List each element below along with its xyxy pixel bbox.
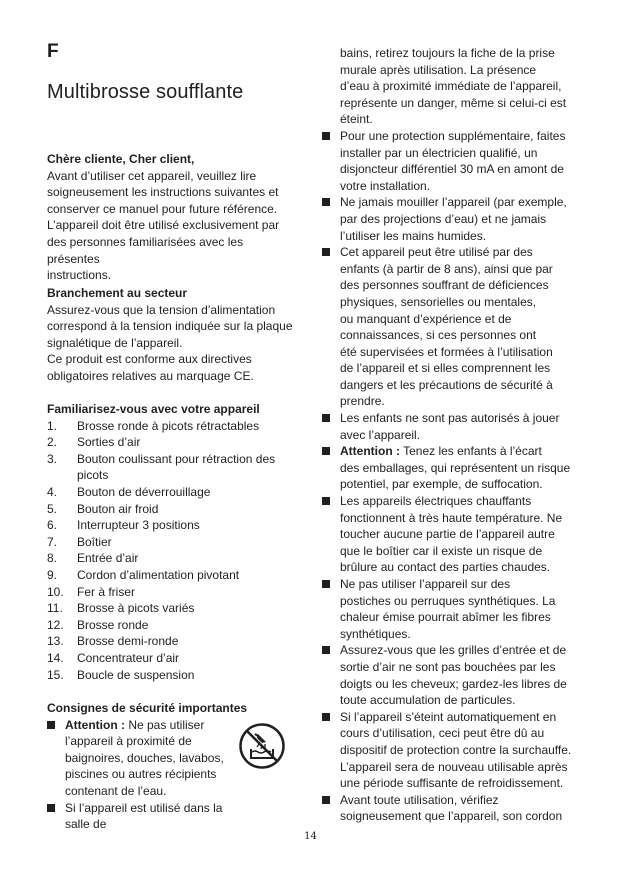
safety-bullet-text: Ne pas utiliser l’appareil à proximité de baignoires, douches, lavabos, piscines ou autres récipients contenant de l’eau. (65, 717, 224, 798)
parts-list-item (47, 534, 297, 551)
safety-heading: Consignes de sécurité importantes (47, 701, 248, 715)
parts-item-number: 15. (47, 667, 64, 682)
parts-item-label: Interrupteur 3 positions (77, 518, 200, 533)
safety-bullet-item (322, 576, 577, 642)
parts-item-number: 9. (47, 567, 58, 582)
square-bullet-icon (322, 447, 330, 455)
parts-item-number: 4. (47, 484, 58, 499)
safety-bullet-item (322, 493, 577, 576)
parts-item-label: Boîtier (77, 534, 112, 549)
safety-list-right (322, 128, 577, 825)
parts-list-item (47, 650, 297, 667)
parts-list-item (47, 600, 297, 617)
parts-item-number: 6. (47, 518, 58, 533)
mains-text: Assurez-vous que la tension d’alimentation correspond à la tension indiquée sur la plaque signalétique de l’appareil. Ce produit est conforme aux directives obligatoires relatives au marquage CE. (47, 302, 293, 383)
safety-bullet-item (47, 717, 242, 800)
safety-bullet-text: Les enfants ne sont pas autorisés à jouer avec l’appareil. (340, 411, 560, 442)
parts-list-item (47, 451, 297, 484)
square-bullet-icon (322, 497, 330, 505)
square-bullet-icon (47, 804, 55, 812)
parts-list-item (47, 434, 297, 451)
parts-item-number: 8. (47, 551, 58, 566)
safety-bullet-text: Avant toute utilisation, vérifiez soigneusement que l’appareil, son cordon (340, 792, 563, 824)
parts-item-label: Bouton de déverrouillage (77, 484, 211, 499)
parts-item-number: 7. (47, 534, 58, 549)
language-letter: F (47, 41, 59, 62)
safety-section-right (322, 45, 577, 825)
parts-item-label: Fer à friser (77, 584, 136, 599)
safety-bullet-text: Ne jamais mouiller l’appareil (par exemple, par des projections d’eau) et ne jamais l’utiliser les mains humides. (340, 195, 567, 243)
parts-list-item (47, 633, 297, 650)
safety-bullet-text: Les appareils électriques chauffants fonctionnent à très haute température. Ne toucher aucune partie de l’appareil autre que le boîtier car il existe un risque de brûlure au contact des parties chaudes. (340, 494, 563, 575)
safety-bullet-item (47, 800, 242, 833)
parts-item-label: Bouton coulissant pour rétraction des picots (77, 451, 276, 483)
parts-item-label: Entrée d’air (77, 551, 139, 566)
attention-label: Attention : (340, 444, 400, 459)
safety-bullet-item (322, 194, 577, 244)
safety-bullet-item (322, 128, 577, 194)
square-bullet-icon (322, 796, 330, 804)
safety-bullet-item (322, 792, 577, 825)
intro-section (47, 151, 297, 284)
parts-item-number: 2. (47, 435, 58, 450)
parts-heading: Familiarisez-vous avec votre appareil (47, 402, 260, 416)
document-title: Multibrosse soufflante (47, 81, 244, 103)
parts-item-number: 13. (47, 634, 64, 649)
parts-item-label: Boucle de suspension (77, 667, 195, 682)
safety-bullet-item (322, 709, 577, 792)
parts-list (47, 418, 297, 684)
parts-list-item (47, 584, 297, 601)
safety-bullet-text: Tenez les enfants à l’écart des emballages, qui représentent un risque potentiel, par exemple, de suffocation. (340, 444, 571, 492)
square-bullet-icon (322, 713, 330, 721)
parts-item-number: 11. (47, 601, 63, 616)
parts-list-item (47, 617, 297, 634)
mains-heading: Branchement au secteur (47, 286, 188, 300)
square-bullet-icon (322, 132, 330, 140)
safety-bullet-text: Ne pas utiliser l’appareil sur des postiches ou perruques synthétiques. La chaleur émise pourrait abîmer les fibres synthétiques. (340, 577, 556, 641)
parts-item-number: 1. (47, 418, 58, 433)
safety-bullet-text: Assurez-vous que les grilles d’entrée et de sortie d’air ne sont pas bouchées par les doigts ou les cheveux; gardez-les libres de toute accumulation de particules. (340, 643, 567, 708)
parts-item-label: Brosse ronde (77, 617, 149, 632)
safety-bullet-item (322, 443, 577, 493)
safety-bullet-text: Si l’appareil s’éteint automatiquement en cours d’utilisation, ceci peut être dû au dispositif de protection contre la surchauffe. L’appareil sera de nouveau utilisable après une période suffisante de refroidissement. (340, 709, 572, 791)
parts-item-label: Bouton air froid (77, 501, 159, 516)
square-bullet-icon (47, 721, 55, 729)
parts-item-number: 14. (47, 650, 64, 665)
mains-section (47, 285, 297, 385)
square-bullet-icon (322, 580, 330, 588)
parts-list-item (47, 667, 297, 684)
safety-bullet-text: Si l’appareil est utilisé dans la salle de (65, 800, 223, 832)
parts-list-item (47, 484, 297, 501)
parts-item-number: 12. (47, 617, 64, 632)
safety-bullet-text: Cet appareil peut être utilisé par des enfants (à partir de 8 ans), ainsi que par des personnes souffrant de déficiences physiques, sensorielles ou mentales, ou manquant d’expérience et de connaissances, si ces personnes ont été supervisées et formées à l’utilisation de l’appareil et si elles comprennent les dangers et les précautions de sécurité à prendre. (340, 245, 553, 409)
parts-section (47, 401, 297, 683)
square-bullet-icon (322, 198, 330, 206)
safety-bullet-item (322, 642, 577, 708)
parts-item-number: 5. (47, 501, 58, 516)
safety-bullet-item (322, 244, 577, 410)
parts-list-item (47, 517, 297, 534)
parts-list-item (47, 550, 297, 567)
parts-item-label: Sorties d’air (77, 435, 141, 450)
attention-label: Attention : (65, 717, 125, 732)
square-bullet-icon (322, 248, 330, 256)
square-bullet-icon (322, 414, 330, 422)
intro-heading: Chère cliente, Cher client, (47, 152, 195, 166)
square-bullet-icon (322, 646, 330, 654)
parts-item-label: Concentrateur d’air (77, 650, 180, 665)
parts-item-label: Brosse à picots variés (77, 601, 195, 616)
parts-list-item (47, 418, 297, 435)
parts-item-number: 10. (47, 584, 64, 599)
parts-list-item (47, 567, 297, 584)
parts-item-number: 3. (47, 451, 58, 466)
safety-bullet-text: Pour une protection supplémentaire, faites installer par un électricien qualifié, un disjoncteur différentiel 30 mA en amont de votre installation. (340, 128, 566, 193)
parts-list-item (47, 501, 297, 518)
safety-bullet-item (322, 410, 577, 443)
parts-item-label: Brosse demi-ronde (77, 634, 179, 649)
parts-item-label: Brosse ronde à picots rétractables (77, 418, 260, 433)
no-shower-warning-icon (238, 722, 286, 770)
parts-item-label: Cordon d’alimentation pivotant (77, 567, 240, 582)
page-number: 14 (304, 831, 317, 842)
intro-text: Avant d’utiliser cet appareil, veuillez lire soigneusement les instructions suivantes et conserver ce manuel pour future référence. L’appareil doit être utilisé exclusivement par des personnes familiarisées avec les présentes instructions. (47, 168, 280, 283)
safety-continuation-text: bains, retirez toujours la fiche de la prise murale après utilisation. La présence d’eau à proximité immédiate de l’appareil, représente un danger, même si celui-ci est éteint. (340, 46, 567, 127)
